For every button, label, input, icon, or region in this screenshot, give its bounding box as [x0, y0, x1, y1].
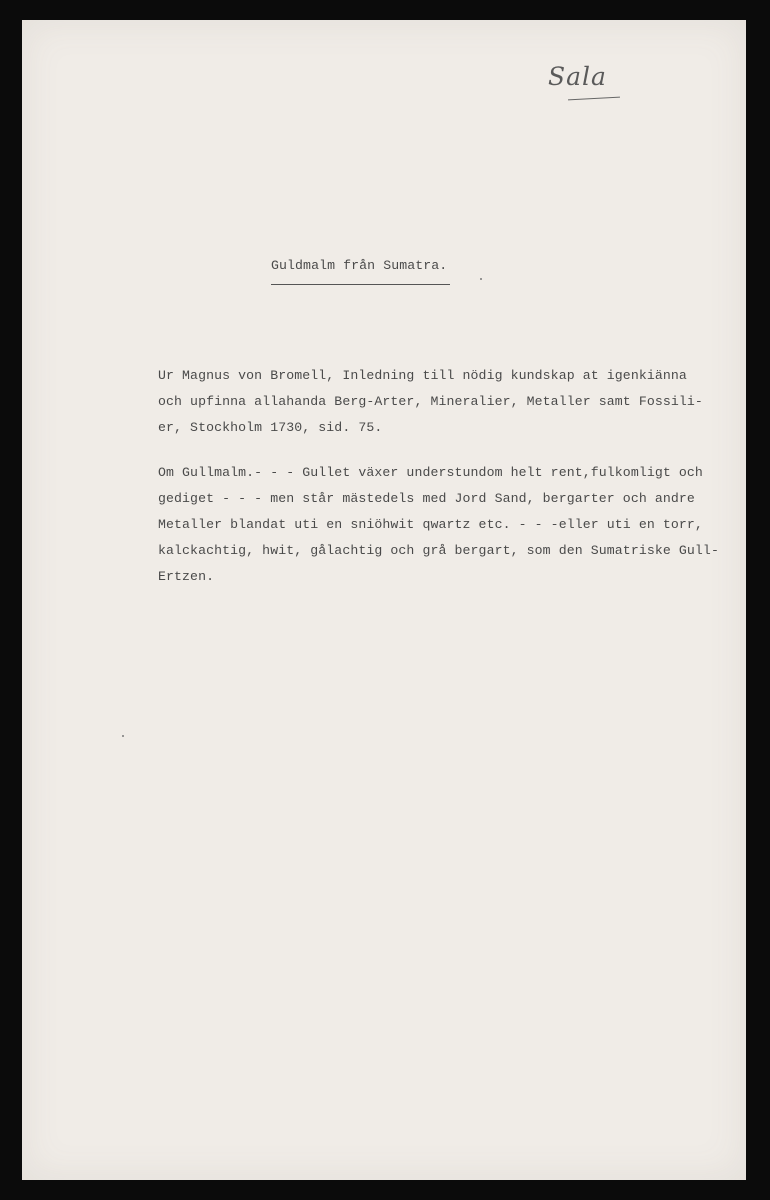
handwritten-underline [568, 97, 620, 101]
paper-speck [122, 735, 124, 737]
text-line: och upfinna allahanda Berg-Arter, Mineralier, Metaller samt Fossili- [158, 394, 703, 409]
document-title: Guldmalm från Sumatra. [271, 258, 448, 273]
quotation-paragraph [158, 460, 718, 590]
handwritten-note: Sala [548, 62, 607, 91]
text-line: Ertzen. [158, 569, 215, 584]
paper-sheet [22, 20, 746, 1180]
text-line: Metaller blandat uti en sniöhwit qwartz etc. - - -eller uti en torr, [158, 517, 703, 532]
text-line: Ur Magnus von Bromell, Inledning till nödig kundskap at igenkiänna [158, 368, 687, 383]
text-line: er, Stockholm 1730, sid. 75. [158, 420, 383, 435]
title-underline [271, 284, 450, 285]
text-line: Om Gullmalm.- - - Gullet växer understundom helt rent,fulkomligt och [158, 465, 703, 480]
source-citation-paragraph [158, 363, 718, 441]
text-line: kalckachtig, hwit, gålachtig och grå bergart, som den Sumatriske Gull- [158, 543, 719, 558]
paper-speck [480, 278, 482, 280]
text-line: gediget - - - men står mästedels med Jord Sand, bergarter och andre [158, 491, 695, 506]
